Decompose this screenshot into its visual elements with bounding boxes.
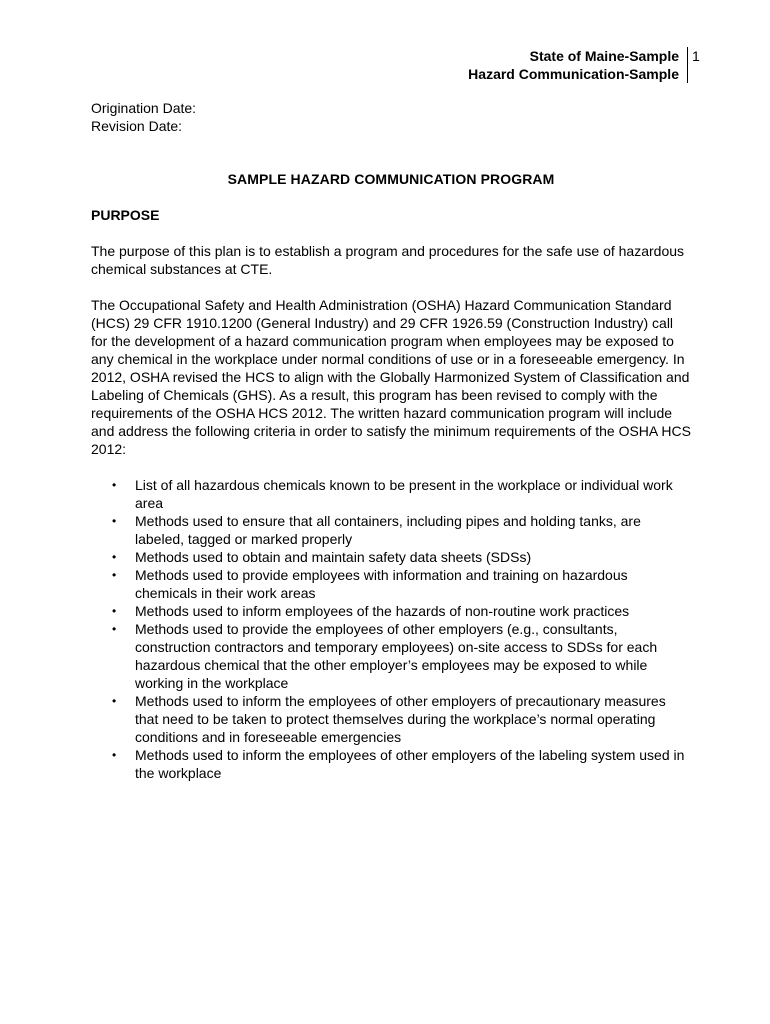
purpose-paragraph: The purpose of this plan is to establish a program and procedures for the safe use of hazardous chemical substances at CTE.: [91, 243, 685, 277]
bullet-icon: •: [112, 604, 117, 618]
bullet-icon: •: [112, 622, 117, 636]
list-item: [91, 746, 691, 782]
list-item: [91, 692, 691, 746]
list-item-text: Methods used to inform employees of the hazards of non-routine work practices: [135, 603, 630, 619]
page-number: 1: [692, 48, 700, 64]
bullet-icon: •: [112, 694, 117, 708]
bullet-icon: •: [112, 514, 117, 528]
list-item-text: Methods used to ensure that all containers, including pipes and holding tanks, are labeled, tagged or marked properly: [135, 513, 641, 547]
section-heading-purpose: PURPOSE: [91, 207, 160, 223]
list-item-text: Methods used to obtain and maintain safety data sheets (SDSs): [135, 549, 532, 565]
list-item: [91, 566, 691, 602]
list-item-text: List of all hazardous chemicals known to be present in the workplace or individual work area: [135, 477, 673, 511]
bullet-icon: •: [112, 568, 117, 582]
origination-date-label: Origination Date:: [91, 100, 197, 116]
list-item-text: Methods used to inform the employees of other employers of precautionary measures that need to be taken to protect themselves during the workplace’s normal operating conditions and in foreseeable emergencies: [135, 693, 666, 745]
header-document-name: Hazard Communication-Sample: [468, 66, 679, 82]
list-item: [91, 548, 691, 566]
bullet-icon: •: [112, 550, 117, 564]
bullet-icon: •: [112, 748, 117, 762]
header-organization: State of Maine-Sample: [529, 48, 679, 64]
list-item: [91, 476, 691, 512]
list-item-text: Methods used to provide employees with information and training on hazardous chemicals in their work areas: [135, 567, 628, 601]
document-title: SAMPLE HAZARD COMMUNICATION PROGRAM: [227, 171, 555, 187]
list-item: [91, 602, 691, 620]
revision-date-label: Revision Date:: [91, 118, 183, 134]
criteria-list: [91, 476, 691, 782]
document-body: [91, 99, 691, 782]
list-item-text: Methods used to inform the employees of other employers of the labeling system used in the workplace: [135, 747, 685, 781]
date-block: [91, 99, 691, 135]
list-item: [91, 512, 691, 548]
bullet-icon: •: [112, 478, 117, 492]
list-item-text: Methods used to provide the employees of other employers (e.g., consultants, construction contractors and temporary employees) on-site access to SDSs for each hazardous chemical that the other employer’s employees may be exposed to while working in the workplace: [135, 621, 658, 691]
list-item: [91, 620, 691, 692]
osha-paragraph: The Occupational Safety and Health Administration (OSHA) Hazard Communication Standard (HCS) 29 CFR 1910.1200 (General Industry) and 29 CFR 1926.59 (Construction Industry) call for the development of a hazard communication program when employees may be exposed to any chemical in the workplace under normal conditions of use or in a foreseeable emergency. In 2012, OSHA revised the HCS to align with the Globally Harmonized System of Classification and Labeling of Chemicals (GHS). As a result, this program has been revised to comply with the requirements of the OSHA HCS 2012. The written hazard communication program will include and address the following criteria in order to satisfy the minimum requirements of the OSHA HCS 2012:: [91, 297, 691, 457]
page-header: [468, 47, 688, 83]
